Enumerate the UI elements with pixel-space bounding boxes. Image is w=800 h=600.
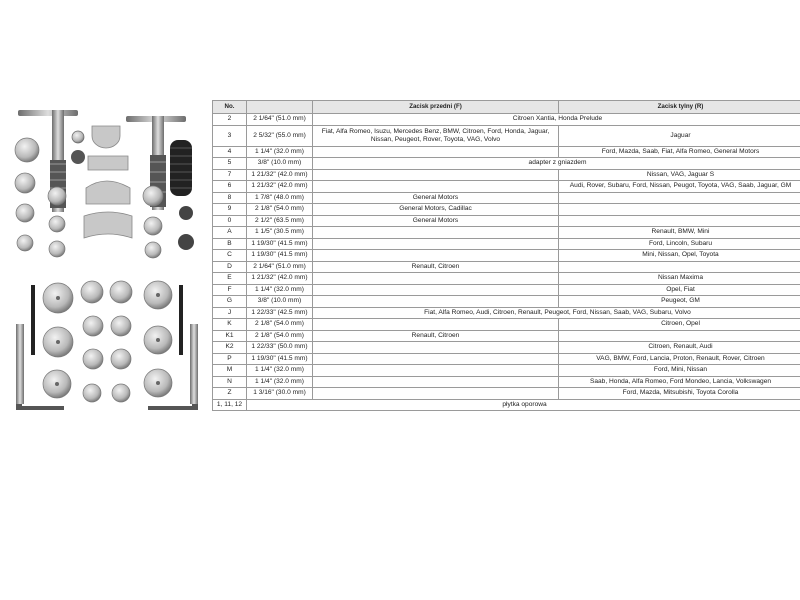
cell-rear: Saab, Honda, Alfa Romeo, Ford Mondeo, Lancia, Volkswagen bbox=[559, 376, 800, 388]
cell-front bbox=[313, 296, 559, 308]
cell-no: 6 bbox=[213, 181, 247, 193]
cell-front: General Motors, Cadillac bbox=[313, 204, 559, 216]
cell-size: 3/8" (10.0 mm) bbox=[247, 296, 313, 308]
cell-size: 1 3/16" (30.0 mm) bbox=[247, 388, 313, 400]
cell-no: Z bbox=[213, 388, 247, 400]
table-row bbox=[213, 169, 800, 181]
cell-size: 1 1/4" (32.0 mm) bbox=[247, 284, 313, 296]
cell-front: Fiat, Alfa Romeo, Isuzu, Mercedes Benz, BMW, Citroen, Ford, Honda, Jaguar, Nissan, Peugeot, Rover, Toyota, VAG, Volvo bbox=[313, 125, 559, 146]
cell-front bbox=[313, 169, 559, 181]
cell-front bbox=[313, 146, 559, 158]
table-row bbox=[213, 114, 800, 126]
cell-no: 3 bbox=[213, 125, 247, 146]
cell-no: 4 bbox=[213, 146, 247, 158]
cell-rear: Ford, Mini, Nissan bbox=[559, 365, 800, 377]
table-row bbox=[213, 215, 800, 227]
cell-no: 8 bbox=[213, 192, 247, 204]
cell-rear: Audi, Rover, Subaru, Ford, Nissan, Peugot, Toyota, VAG, Saab, Jaguar, GM bbox=[559, 181, 800, 193]
cell-front bbox=[313, 181, 559, 193]
cell-front bbox=[313, 238, 559, 250]
cell-front bbox=[313, 365, 559, 377]
cell-front bbox=[313, 353, 559, 365]
table-row bbox=[213, 330, 800, 342]
cell-rear bbox=[559, 215, 800, 227]
cell-application: Fiat, Alfa Romeo, Audi, Citroen, Renault, Peugeot, Ford, Nissan, Saab, VAG, Subaru, Volvo bbox=[313, 307, 800, 319]
cell-size: 2 1/64" (51.0 mm) bbox=[247, 114, 313, 126]
adapter-discs-icon bbox=[15, 138, 172, 402]
table-row bbox=[213, 365, 800, 377]
cell-size: 2 1/2" (63.5 mm) bbox=[247, 215, 313, 227]
table-row bbox=[213, 307, 800, 319]
extension-rods-icon bbox=[16, 285, 198, 410]
cell-rear: Nissan, VAG, Jaguar S bbox=[559, 169, 800, 181]
cell-rear: Ford, Lincoln, Subaru bbox=[559, 238, 800, 250]
cell-no: N bbox=[213, 376, 247, 388]
tool-kit-illustration bbox=[0, 100, 212, 430]
cell-no: 0 bbox=[213, 215, 247, 227]
table-row bbox=[213, 181, 800, 193]
cell-size: 1 19/30" (41.5 mm) bbox=[247, 250, 313, 262]
cell-application: adapter z gniazdem bbox=[313, 158, 800, 170]
cell-front bbox=[313, 284, 559, 296]
cell-rear: Opel, Fiat bbox=[559, 284, 800, 296]
cell-size: 2 1/8" (54.0 mm) bbox=[247, 319, 313, 331]
cell-front bbox=[313, 388, 559, 400]
cell-application: Citroen Xantia, Honda Prelude bbox=[313, 114, 800, 126]
cell-no: 9 bbox=[213, 204, 247, 216]
cell-size: 2 1/8" (54.0 mm) bbox=[247, 330, 313, 342]
cell-front bbox=[313, 319, 559, 331]
cell-rear: Mini, Nissan, Opel, Toyota bbox=[559, 250, 800, 262]
table-row bbox=[213, 125, 800, 146]
cell-no: K bbox=[213, 319, 247, 331]
table-row bbox=[213, 296, 800, 308]
cell-size: 1 21/32" (42.0 mm) bbox=[247, 273, 313, 285]
cell-size: 1 1/4" (32.0 mm) bbox=[247, 146, 313, 158]
cell-no: J bbox=[213, 307, 247, 319]
table-row bbox=[213, 319, 800, 331]
cell-rear: VAG, BMW, Ford, Lancia, Proton, Renault, Rover, Citroen bbox=[559, 353, 800, 365]
cell-rear bbox=[559, 204, 800, 216]
table-row bbox=[213, 388, 800, 400]
table-row bbox=[213, 238, 800, 250]
table-row bbox=[213, 342, 800, 354]
cell-rear: Citroen, Opel bbox=[559, 319, 800, 331]
cell-no: P bbox=[213, 353, 247, 365]
cell-no: G bbox=[213, 296, 247, 308]
header-no: No. bbox=[213, 101, 247, 114]
cell-rear: Jaguar bbox=[559, 125, 800, 146]
cell-rear bbox=[559, 330, 800, 342]
cell-no: K2 bbox=[213, 342, 247, 354]
table-row bbox=[213, 192, 800, 204]
cell-rear: Ford, Mazda, Mitsubishi, Toyota Corolla bbox=[559, 388, 800, 400]
cell-front bbox=[313, 227, 559, 239]
table-header-row bbox=[213, 101, 800, 114]
cell-size: 2 1/64" (51.0 mm) bbox=[247, 261, 313, 273]
table-row bbox=[213, 353, 800, 365]
header-rear-caliper: Zacisk tylny (R) bbox=[559, 101, 800, 114]
cell-no: E bbox=[213, 273, 247, 285]
table-row bbox=[213, 376, 800, 388]
cell-no: 5 bbox=[213, 158, 247, 170]
cell-no: F bbox=[213, 284, 247, 296]
cell-size: 3/8" (10.0 mm) bbox=[247, 158, 313, 170]
table-row bbox=[213, 158, 800, 170]
cell-no: C bbox=[213, 250, 247, 262]
cell-no: K1 bbox=[213, 330, 247, 342]
cell-no: M bbox=[213, 365, 247, 377]
cell-rear bbox=[559, 261, 800, 273]
caliper-application-table bbox=[212, 100, 800, 411]
cell-size: 1 22/33" (42.5 mm) bbox=[247, 307, 313, 319]
cell-size: 1 19/30" (41.5 mm) bbox=[247, 238, 313, 250]
table-row bbox=[213, 250, 800, 262]
footer-text: płytka oporowa bbox=[247, 399, 800, 411]
footer-no: 1, 11, 12 bbox=[213, 399, 247, 411]
cell-front: General Motors bbox=[313, 215, 559, 227]
table-row bbox=[213, 273, 800, 285]
cell-rear: Citroen, Renault, Audi bbox=[559, 342, 800, 354]
table-row bbox=[213, 146, 800, 158]
cell-rear bbox=[559, 192, 800, 204]
cell-rear: Peugeot, GM bbox=[559, 296, 800, 308]
cell-size: 1 21/32" (42.0 mm) bbox=[247, 169, 313, 181]
cell-rear: Renault, BMW, Mini bbox=[559, 227, 800, 239]
cell-size: 1 21/32" (42.0 mm) bbox=[247, 181, 313, 193]
cell-front bbox=[313, 342, 559, 354]
cell-size: 1 22/33" (50.0 mm) bbox=[247, 342, 313, 354]
cell-no: 7 bbox=[213, 169, 247, 181]
cell-front: Renault, Citroen bbox=[313, 330, 559, 342]
cell-front bbox=[313, 273, 559, 285]
header-front-caliper: Zacisk przedni (F) bbox=[313, 101, 559, 114]
table-row bbox=[213, 204, 800, 216]
cell-front: Renault, Citroen bbox=[313, 261, 559, 273]
table-row bbox=[213, 227, 800, 239]
table-row bbox=[213, 261, 800, 273]
cell-size: 1 7/8" (48.0 mm) bbox=[247, 192, 313, 204]
table-row bbox=[213, 284, 800, 296]
header-size bbox=[247, 101, 313, 114]
thrust-plates-icon bbox=[84, 126, 132, 238]
cell-no: 2 bbox=[213, 114, 247, 126]
cell-front bbox=[313, 250, 559, 262]
cell-size: 1 1/4" (32.0 mm) bbox=[247, 376, 313, 388]
cell-size: 1 1/5" (30.5 mm) bbox=[247, 227, 313, 239]
cell-rear: Nissan Maxima bbox=[559, 273, 800, 285]
cell-no: B bbox=[213, 238, 247, 250]
cell-no: D bbox=[213, 261, 247, 273]
table-footer-row bbox=[213, 399, 800, 411]
cell-no: A bbox=[213, 227, 247, 239]
cell-size: 1 1/4" (32.0 mm) bbox=[247, 365, 313, 377]
cell-front bbox=[313, 376, 559, 388]
cell-size: 2 1/8" (54.0 mm) bbox=[247, 204, 313, 216]
cell-size: 1 19/30" (41.5 mm) bbox=[247, 353, 313, 365]
cell-size: 2 5/32" (55.0 mm) bbox=[247, 125, 313, 146]
cell-front: General Motors bbox=[313, 192, 559, 204]
cell-rear: Ford, Mazda, Saab, Fiat, Alfa Romeo, General Motors bbox=[559, 146, 800, 158]
